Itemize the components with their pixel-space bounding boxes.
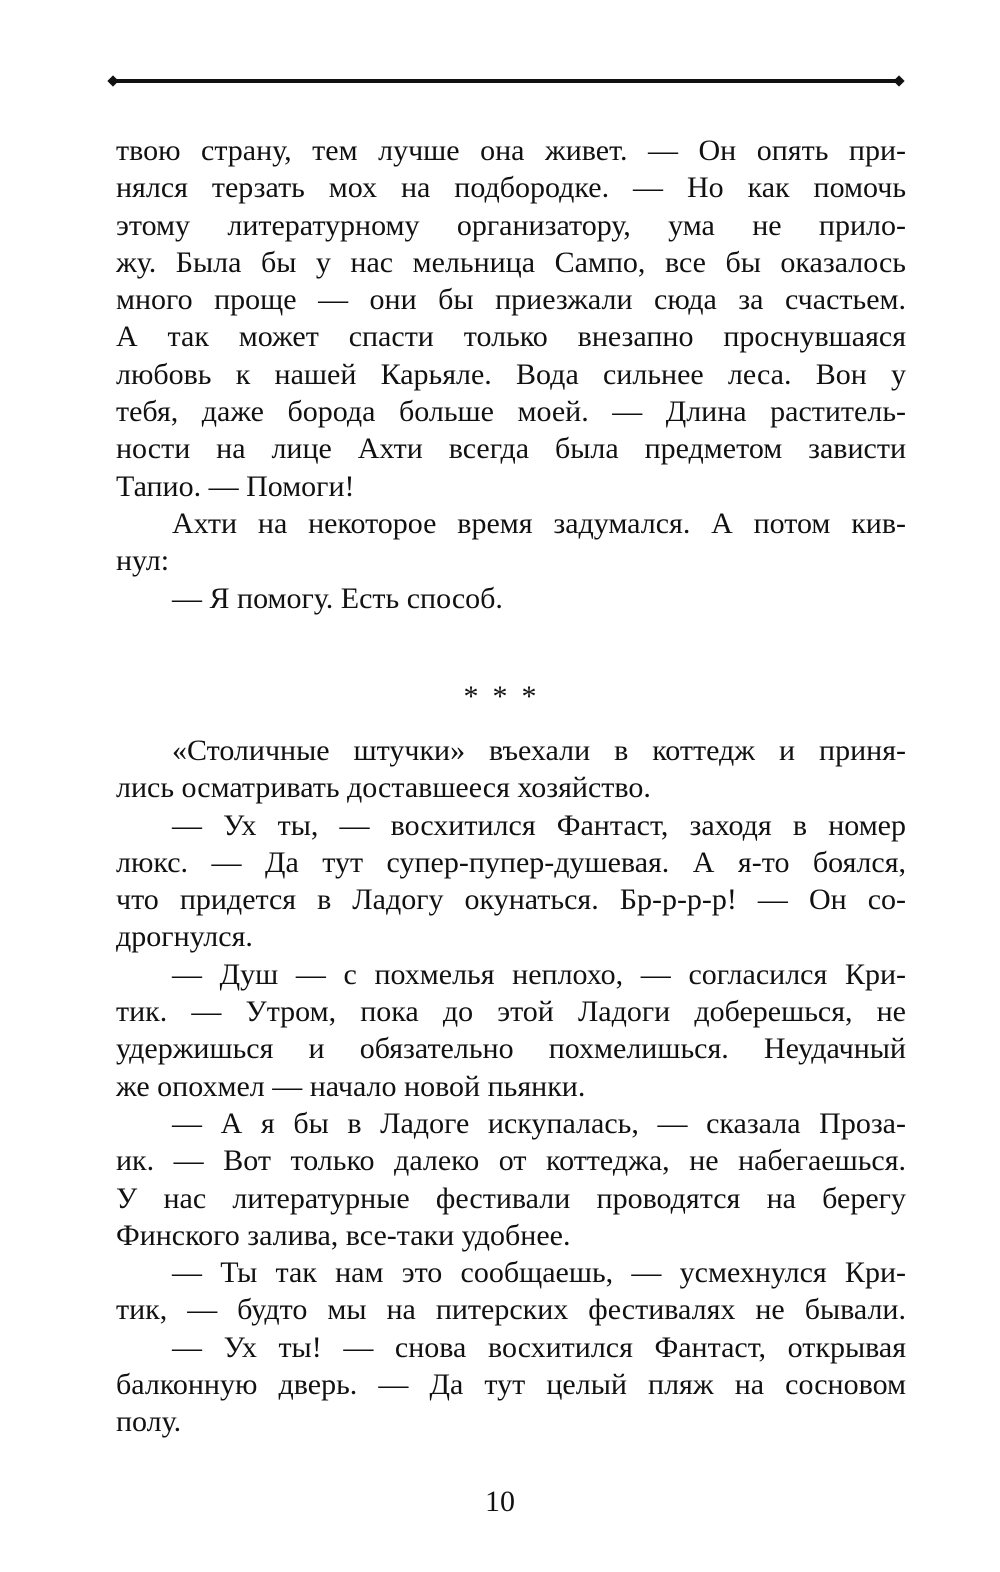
text-line: люкс. — Да тут супер-пупер-душевая. А я-то боялся,: [116, 845, 906, 879]
text-line: тик. — Утром, пока до этой Ладоги доберешься, не: [116, 995, 906, 1029]
text-block-2: [116, 732, 906, 1441]
text-line: ности на лице Ахти всегда была предметом зависти: [116, 432, 906, 466]
section-divider: ***: [463, 680, 551, 713]
text-line: этому литературному организатору, ума не прило-: [116, 208, 906, 242]
text-line: что придется в Ладогу окунаться. Бр-р-р-р! — Он со-: [116, 883, 906, 917]
text-line: Тапио. — Помоги!: [116, 469, 355, 503]
text-line: — Ты так нам это сообщаешь, — усмехнулся Кри-: [172, 1256, 906, 1290]
text-line: «Столичные штучки» въехали в коттедж и приня-: [172, 734, 906, 767]
text-line: жу. Была бы у нас мельница Сампо, все бы оказалось: [116, 245, 906, 279]
text-line: Ахти на некоторое время задумался. А потом кив-: [172, 506, 906, 540]
text-line: любовь к нашей Карьяле. Вода сильнее леса. Вон у: [116, 357, 906, 391]
text-line: тебя, даже борода больше моей. — Длина раститель-: [116, 395, 906, 429]
text-line: — Ух ты! — снова восхитился Фантаст, открывая: [172, 1330, 906, 1364]
header-rule: [113, 79, 899, 83]
text-line: — Я помогу. Есть способ.: [172, 581, 503, 615]
text-line: — А я бы в Ладоге искупалась, — сказала Проза-: [172, 1106, 906, 1140]
text-block-1: [116, 132, 906, 617]
text-line: дрогнулся.: [116, 920, 253, 954]
text-line: ик. — Вот только далеко от коттеджа, не набегаешься.: [116, 1144, 906, 1178]
text-line: удержишься и обязательно похмелишься. Неудачный: [116, 1032, 906, 1066]
text-line: же опохмел — начало новой пьянки.: [116, 1069, 586, 1103]
text-line: А так может спасти только внезапно проснувшаяся: [116, 320, 906, 354]
text-line: — Ух ты, — восхитился Фантаст, заходя в номер: [172, 808, 906, 842]
text-line: — Душ — с похмелья неплохо, — согласился Кри-: [172, 957, 906, 991]
text-line: балконную дверь. — Да тут целый пляж на сосновом: [116, 1368, 906, 1402]
text-line: нул:: [116, 544, 170, 578]
text-line: твою страну, тем лучше она живет. — Он опять при-: [116, 134, 906, 167]
text-line: тик, — будто мы на питерских фестивалях не бывали.: [116, 1293, 906, 1327]
text-line: полу.: [116, 1405, 182, 1439]
text-line: лись осматривать доставшееся хозяйство.: [116, 771, 651, 805]
text-line: нялся терзать мох на подбородке. — Но как помочь: [116, 171, 906, 205]
text-line: много проще — они бы приезжали сюда за счастьем.: [116, 283, 906, 317]
text-line: Финского залива, все-таки удобнее.: [116, 1218, 571, 1252]
page-number: 10: [485, 1485, 515, 1518]
text-line: У нас литературные фестивали проводятся на берегу: [116, 1181, 906, 1215]
